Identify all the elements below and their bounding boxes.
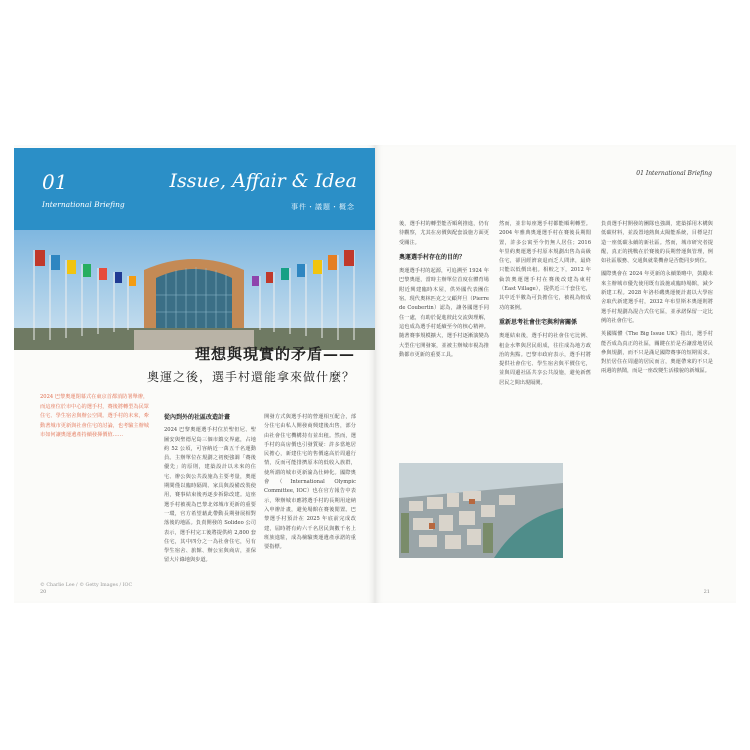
section-banner xyxy=(14,148,375,230)
left-column-2 xyxy=(264,413,356,588)
section-title: Issue, Affair & Idea xyxy=(169,170,357,192)
left-page xyxy=(14,145,375,603)
olympic-house-photo xyxy=(14,230,375,350)
column-text: 英國媒體《The Big Issue UK》指出，選手村能否成為真正的社區，關鍵在於是否讓當地居民參與規劃，而不只是滿足國際賽事的短期需求。對於居住在周邊的居民而言，奧運帶來的不只是兩週的熱鬧，而是一座改變生活樣貌的新城區。 xyxy=(601,331,713,375)
right-column-3 xyxy=(601,220,713,590)
right-page xyxy=(375,145,736,603)
headline-title: 理想與現實的矛盾—— xyxy=(194,345,355,363)
column-text: 負責選手村開發的團隊也強調，建築採用木構與低碳材料，並設置地熱與太陽能系統，目標是打造一座低碳永續的新社區。然而，城市研究者提醒，真正的挑戰在於賽後的長期營運與管理，例如社區服務、交通與就業機會是否能同步到位。 xyxy=(601,221,713,265)
page-number-right: 21 xyxy=(703,589,710,595)
column-text: 國際奧會在 2024 年更新的永續策略中，鼓勵未來主辦城市優先使用既有設施或臨時場館，減少新建工程。2028 年洛杉磯奧運便計畫以大學宿舍取代新建選手村，2032 年布里斯本奧運則將選手村規劃為混合式住宅區，並承諾保留一定比例的社會住宅。 xyxy=(601,271,713,324)
section-title-cn: 事件・議題・概念 xyxy=(291,203,355,211)
column-text: 2024 巴黎奧運選手村位於聖但尼、聖圖安與聖德尼島三個市鎮交界處，占地約 52 公頃，可容納近一萬五千名運動員。主辦單位在規劃之初便強調「賽後優先」的原則，建築設計以未來的住宅、辦公與公共設施為主要考量，奧運期間僅以臨時隔間、家具與設備改裝使用，賽事結束後再逐步拆除改建。這座選手村被視為巴黎北郊城市更新的重要一環，官方希望藉此帶動長期發展相對落後的地區。負責開發的 Solideo 公司表示，選手村完工後將提供約 2,800 套住宅，其中四分之一為社會住宅，另有學生宿舍、旅館、辦公室與商店，並保留大片綠地與步道。 xyxy=(164,427,256,564)
column-subhead: 從內到外的社區改造計畫 xyxy=(164,414,231,421)
column-text: 奧運結束後，選手村的社會住宅比例、租金水準與居民組成，往往成為地方政治的焦點。巴黎市政府表示，選手村將提供社會住宅、學生宿舍與平價住宅，並與周邊社區共享公共設施，避免新舊居民之間出現隔閡。 xyxy=(499,333,591,386)
right-column-1 xyxy=(399,220,489,457)
athletes-village-aerial-photo xyxy=(399,463,563,558)
column-text: 奧運選手村的起源，可追溯至 1924 年巴黎奧運，當時主辦單位首度在體育場附近興建臨時木屋，供外國代表團住宿。現代奧林匹克之父顧拜旦（Pierre de Coubertin）認為，讓各國選手同住一處，有助於促進彼此交流與理解，這也成為選手村延續至今的核心精神。隨著賽事規模擴大，選手村逐漸演變為大型住宅開發案，並被主辦城市視為推動都市更新的重要工具。 xyxy=(399,268,489,358)
article-headline xyxy=(147,343,355,385)
left-column-1 xyxy=(164,413,256,588)
column-text: 後，選手村的轉型能否順利推進，仍有待觀察，尤其在房價與配套設施方面更受關注。 xyxy=(399,221,489,246)
article-lede: 2024 巴黎奧運閉幕式在東京首都消防署舉辦，而這座位於市中心的選手村，賽後將轉型為民眾住宅、學生宿舍與辦公空間。選手村的未來，牽動著城市更新與社會住宅的討論，也考驗主辦城市如何讓奧運遺產持續發揮價值…… xyxy=(40,394,149,438)
section-number: 01 xyxy=(42,170,68,194)
column-text: 開發方式與選手村的營運相互配合，部分住宅由私人開發商興建後出售，部分由社會住宅機構持有並出租。然而，選手村的高房價也引發質疑：許多當地居民擔心，新建住宅的售價遠高於周邊行情，反而可能排擠原本的低收入族群，使所謂的城市更新淪為仕紳化。國際奧會（International Olympic Committee, IOC）也在官方報告中表示，舉辦城市應將選手村的長期用途納入申辦計畫，避免場館在賽後閒置。巴黎選手村預計在 2025 年底前完成改建，屆時將有約六千名居民與數千名上班族進駐，成為檢驗奧運遺產承諾的重要指標。 xyxy=(264,414,356,551)
photo-credit: © Charlie Lee / © Getty Images / IOC xyxy=(40,583,133,588)
headline-subtitle: 奧運之後，選手村還能拿來做什麼？ xyxy=(146,370,355,384)
column-subhead: 重新思考社會住宅與利害關係 xyxy=(499,318,578,326)
column-subhead: 奧運選手村存在的目的？ xyxy=(399,253,466,261)
running-head: 01 International Briefing xyxy=(636,170,712,177)
column-text: 然而，並非每座選手村都能順利轉型。2004 年雅典奧運選手村在賽後長期閒置，許多公寓至今仍無人居住；2016 年里約奧運選手村原本規劃出售為高級住宅，卻因經濟衰退而乏人問津，最終只能以低價出租。相較之下，2012 年倫敦奧運選手村在賽後改建為東村（East Village），提供近三千套住宅，其中近半數為可負擔住宅，被視為較成功的案例。 xyxy=(499,221,591,311)
page-number-left: 20 xyxy=(40,589,47,595)
magazine-spread xyxy=(14,145,736,603)
right-column-2 xyxy=(499,220,591,457)
section-label: International Briefing xyxy=(42,200,125,209)
